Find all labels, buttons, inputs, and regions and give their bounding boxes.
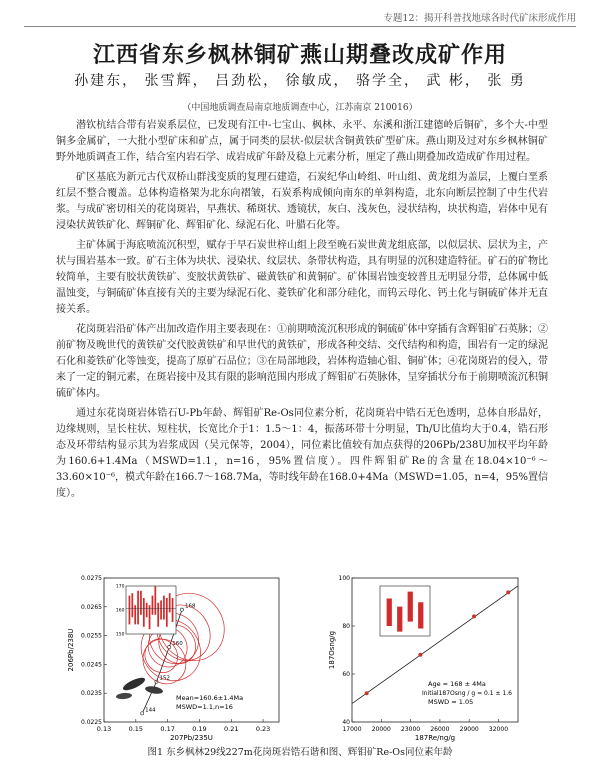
x-tick-label: 0.17 (160, 725, 175, 733)
inset-error-bar (418, 602, 423, 628)
x-tick-label: 0.13 (96, 725, 112, 733)
inset-y-tick-label: 170 (115, 584, 125, 590)
inset-error-bar (397, 607, 402, 632)
y-axis-label: 187Osng/g (328, 630, 336, 670)
y-tick-label: 80 (342, 623, 350, 630)
zircon-grain-image (121, 675, 146, 692)
x-tick-label: 0.23 (255, 725, 271, 733)
x-tick-label: 32000 (488, 726, 509, 733)
y-tick-label: 0.0245 (81, 661, 102, 669)
zircon-grain-image (145, 685, 164, 695)
inset-error-bar (154, 586, 156, 615)
y-tick-label: 40 (342, 719, 350, 726)
concordia-marker (141, 712, 144, 715)
y-tick-label: 0.0235 (81, 690, 102, 698)
author-list: 孙建东， 张雪辉， 吕劲松， 徐敏成， 骆学全， 武 彬， 张 勇 (74, 73, 526, 89)
zircon-grain-image (116, 692, 132, 699)
x-tick-label: 17000 (342, 726, 362, 733)
paragraph: 通过东花岗斑岩体锆石U-Pb年龄、辉钼矿Re-Os同位素分析，花岗斑岩中锆石无色透明，总体自形晶好，边缘规则，呈长柱状、短柱状，长宽比介于1：1.5～1：4，振荡环带十分明显，Th/U比值均大于0.4，锆石形态及环带结构显示其为岩浆成因（吴元保等，2004），同位素比值较有加点获得的206Pb/238U加权平均年龄为160.6+1.4Ma（MSWD=1.1，n=16，95%置信度）。四件辉钼矿Re的含量在18.04×10⁻⁶～33.60×10⁻⁶，模式年龄在166.7～168.7Ma，等时线年龄在168.0+4Ma（MSWD=1.05，n=4，95%置信度）。 (56, 408, 548, 499)
inset-error-bar (160, 600, 162, 619)
paragraph: 主矿体属于海底喷流沉积型，赋存于早石炭世梓山组上段至晚石炭世黄龙组底部，以似层状、层状为主，产状与围岩基本一致。矿石主体为块状、浸染状、纹层状、条带状构造，具有明显的沉积建造特征。矿石的矿物比较简单，主要有胶状黄铁矿、变胶状黄铁矿、磁黄铁矿和黄铜矿。矿体围岩蚀变较普且无明显分带，总体属中低温蚀变，与铜硫矿体直接有关的主要为绿泥石化、菱铁矿化和部分硅化，而钨云母化、钙土化与铜硫矿体并无直接关系。 (56, 240, 548, 315)
paper-title: 江西省东乡枫林铜矿燕山期叠改成矿作用 (92, 43, 507, 68)
y-tick-label: 0.0225 (81, 719, 102, 726)
mswd-annotation: MSWD = 1.05 (428, 698, 474, 706)
inset-error-bar (172, 598, 174, 622)
concordia-age-label: 152 (159, 675, 170, 682)
initial-annotation: Initial187Osng / g = 0.1 ± 1.6 (422, 690, 512, 697)
data-point (365, 691, 369, 695)
paragraph: 花岗斑岩沿矿体产出加改造作用主要表现在：①前期喷流沉积形成的铜硫矿体中穿插有含辉钼矿石英脉；②前矿物及晚世代的黄铁矿交代胶黄铁矿和早世代的黄铁矿，形成各种交结、交代结构和构造，围岩有一定的绿泥石化和菱铁矿化等蚀变，提高了原矿石品位；③在局部地段，岩体构造轴心钼、铜矿体；④花岗斑岩的侵入，带来了一定的铜元素，在斑岩接中及其有限的影响范围内形成了辉钼矿石英脉体，呈穿插状分布于前期喷流沉积铜硫矿体内。 (56, 324, 548, 399)
y-tick-label: 60 (342, 671, 350, 678)
data-point (506, 590, 510, 594)
paragraph: 潜钦杭结合带有岩炭系层位，已发现有江中-七宝山、枫林、永平、东溪和浙江建德岭后铜矿，多个大-中型铜多金属矿，一大批小型矿床和矿点，属于同类的层状-似层状含铜黄铁矿型矿床。燕山期及过对东乡枫林铜矿野外地质调查工作，结合室内岩石学、成岩成矿年龄及稳上元素分析，厘定了燕山期叠加改造成矿作用过程。 (56, 120, 548, 163)
data-point (418, 653, 422, 657)
y-tick-label: 0.0275 (81, 575, 102, 582)
header-rule (24, 26, 576, 27)
paragraph: 矿区基底为新元古代双桥山群浅变质的复理石建造，石炭纪华山岭组、叶山组、黄龙组为盖层，上覆白垩系红层不整合覆盖。总体构造格架为北东向褶皱，石炭系构成倾向南东的单斜构造，北东向断层控制了中生代岩浆。与成矿密切相关的花岗斑岩，早燕状、稀斑状、透镜状，灰白、浅灰色，浸状结构，块状构造，岩体中见有浸染状黄铁矿化、辉铜矿化、辉钼矿化、绿泥石化、叶腊石化等。 (56, 172, 548, 231)
isochron-chart (326, 572, 524, 742)
y-axis-label: 206Pb/238U (67, 628, 75, 672)
inset-error-bar (163, 596, 165, 620)
affiliation: （中国地质调查局南京地质调查中心，江苏南京 210016） (182, 103, 418, 113)
x-tick-label: 20000 (371, 726, 391, 733)
x-tick-label: 0.21 (224, 725, 239, 733)
x-tick-label: 0.19 (192, 725, 207, 733)
inset-frame (126, 586, 176, 634)
concordia-age-label: 168 (184, 603, 196, 610)
age-annotation: Age = 168 ± 4Ma (428, 680, 486, 688)
inset-error-bar (131, 593, 133, 617)
x-tick-label: 0.15 (128, 725, 144, 733)
inset-error-bar (152, 596, 154, 615)
figure-caption: 图1 东乡枫林29线227m花岗斑岩锆石谐和图、辉钼矿Re-Os同位素年龄 (147, 747, 453, 758)
y-tick-label: 100 (338, 575, 350, 582)
x-tick-label: 23000 (401, 726, 421, 733)
inset-y-tick-label: 150 (115, 632, 125, 638)
inset-error-bar (157, 603, 159, 627)
concordia-chart (64, 572, 284, 742)
inset-error-bar (169, 593, 171, 612)
mswd-annotation: MSWD=1.1,n=16 (176, 703, 233, 711)
y-tick-label: 0.0255 (81, 632, 102, 640)
inset-error-bar (149, 605, 151, 629)
inset-error-bar (129, 596, 131, 625)
concordia-age-label: 144 (145, 707, 156, 714)
inset-error-bar (143, 598, 145, 627)
inset-error-bar (166, 598, 168, 627)
running-header: 专题12：揭开科普找地球各时代矿床形成作用 (383, 13, 576, 24)
x-tick-label: 26000 (430, 726, 450, 733)
concordia-age-label: 160 (172, 641, 183, 648)
inset-error-bar (140, 591, 142, 615)
concordia-marker (180, 608, 183, 611)
inset-error-bar (137, 591, 139, 625)
x-axis-label: 207Pb/235U (170, 734, 213, 742)
data-point (472, 614, 476, 618)
inset-error-bar (387, 599, 392, 627)
x-axis-label: 187Re/ng/g (414, 734, 456, 742)
y-tick-label: 0.0265 (81, 603, 102, 611)
mean-age-annotation: Mean=160.6±1.4Ma (176, 694, 244, 702)
inset-error-bar (408, 592, 413, 622)
inset-error-bar (146, 603, 148, 617)
x-tick-label: 29000 (459, 726, 479, 733)
body-text (56, 118, 548, 506)
inset-error-bar (134, 605, 136, 624)
inset-y-tick-label: 160 (115, 608, 125, 614)
